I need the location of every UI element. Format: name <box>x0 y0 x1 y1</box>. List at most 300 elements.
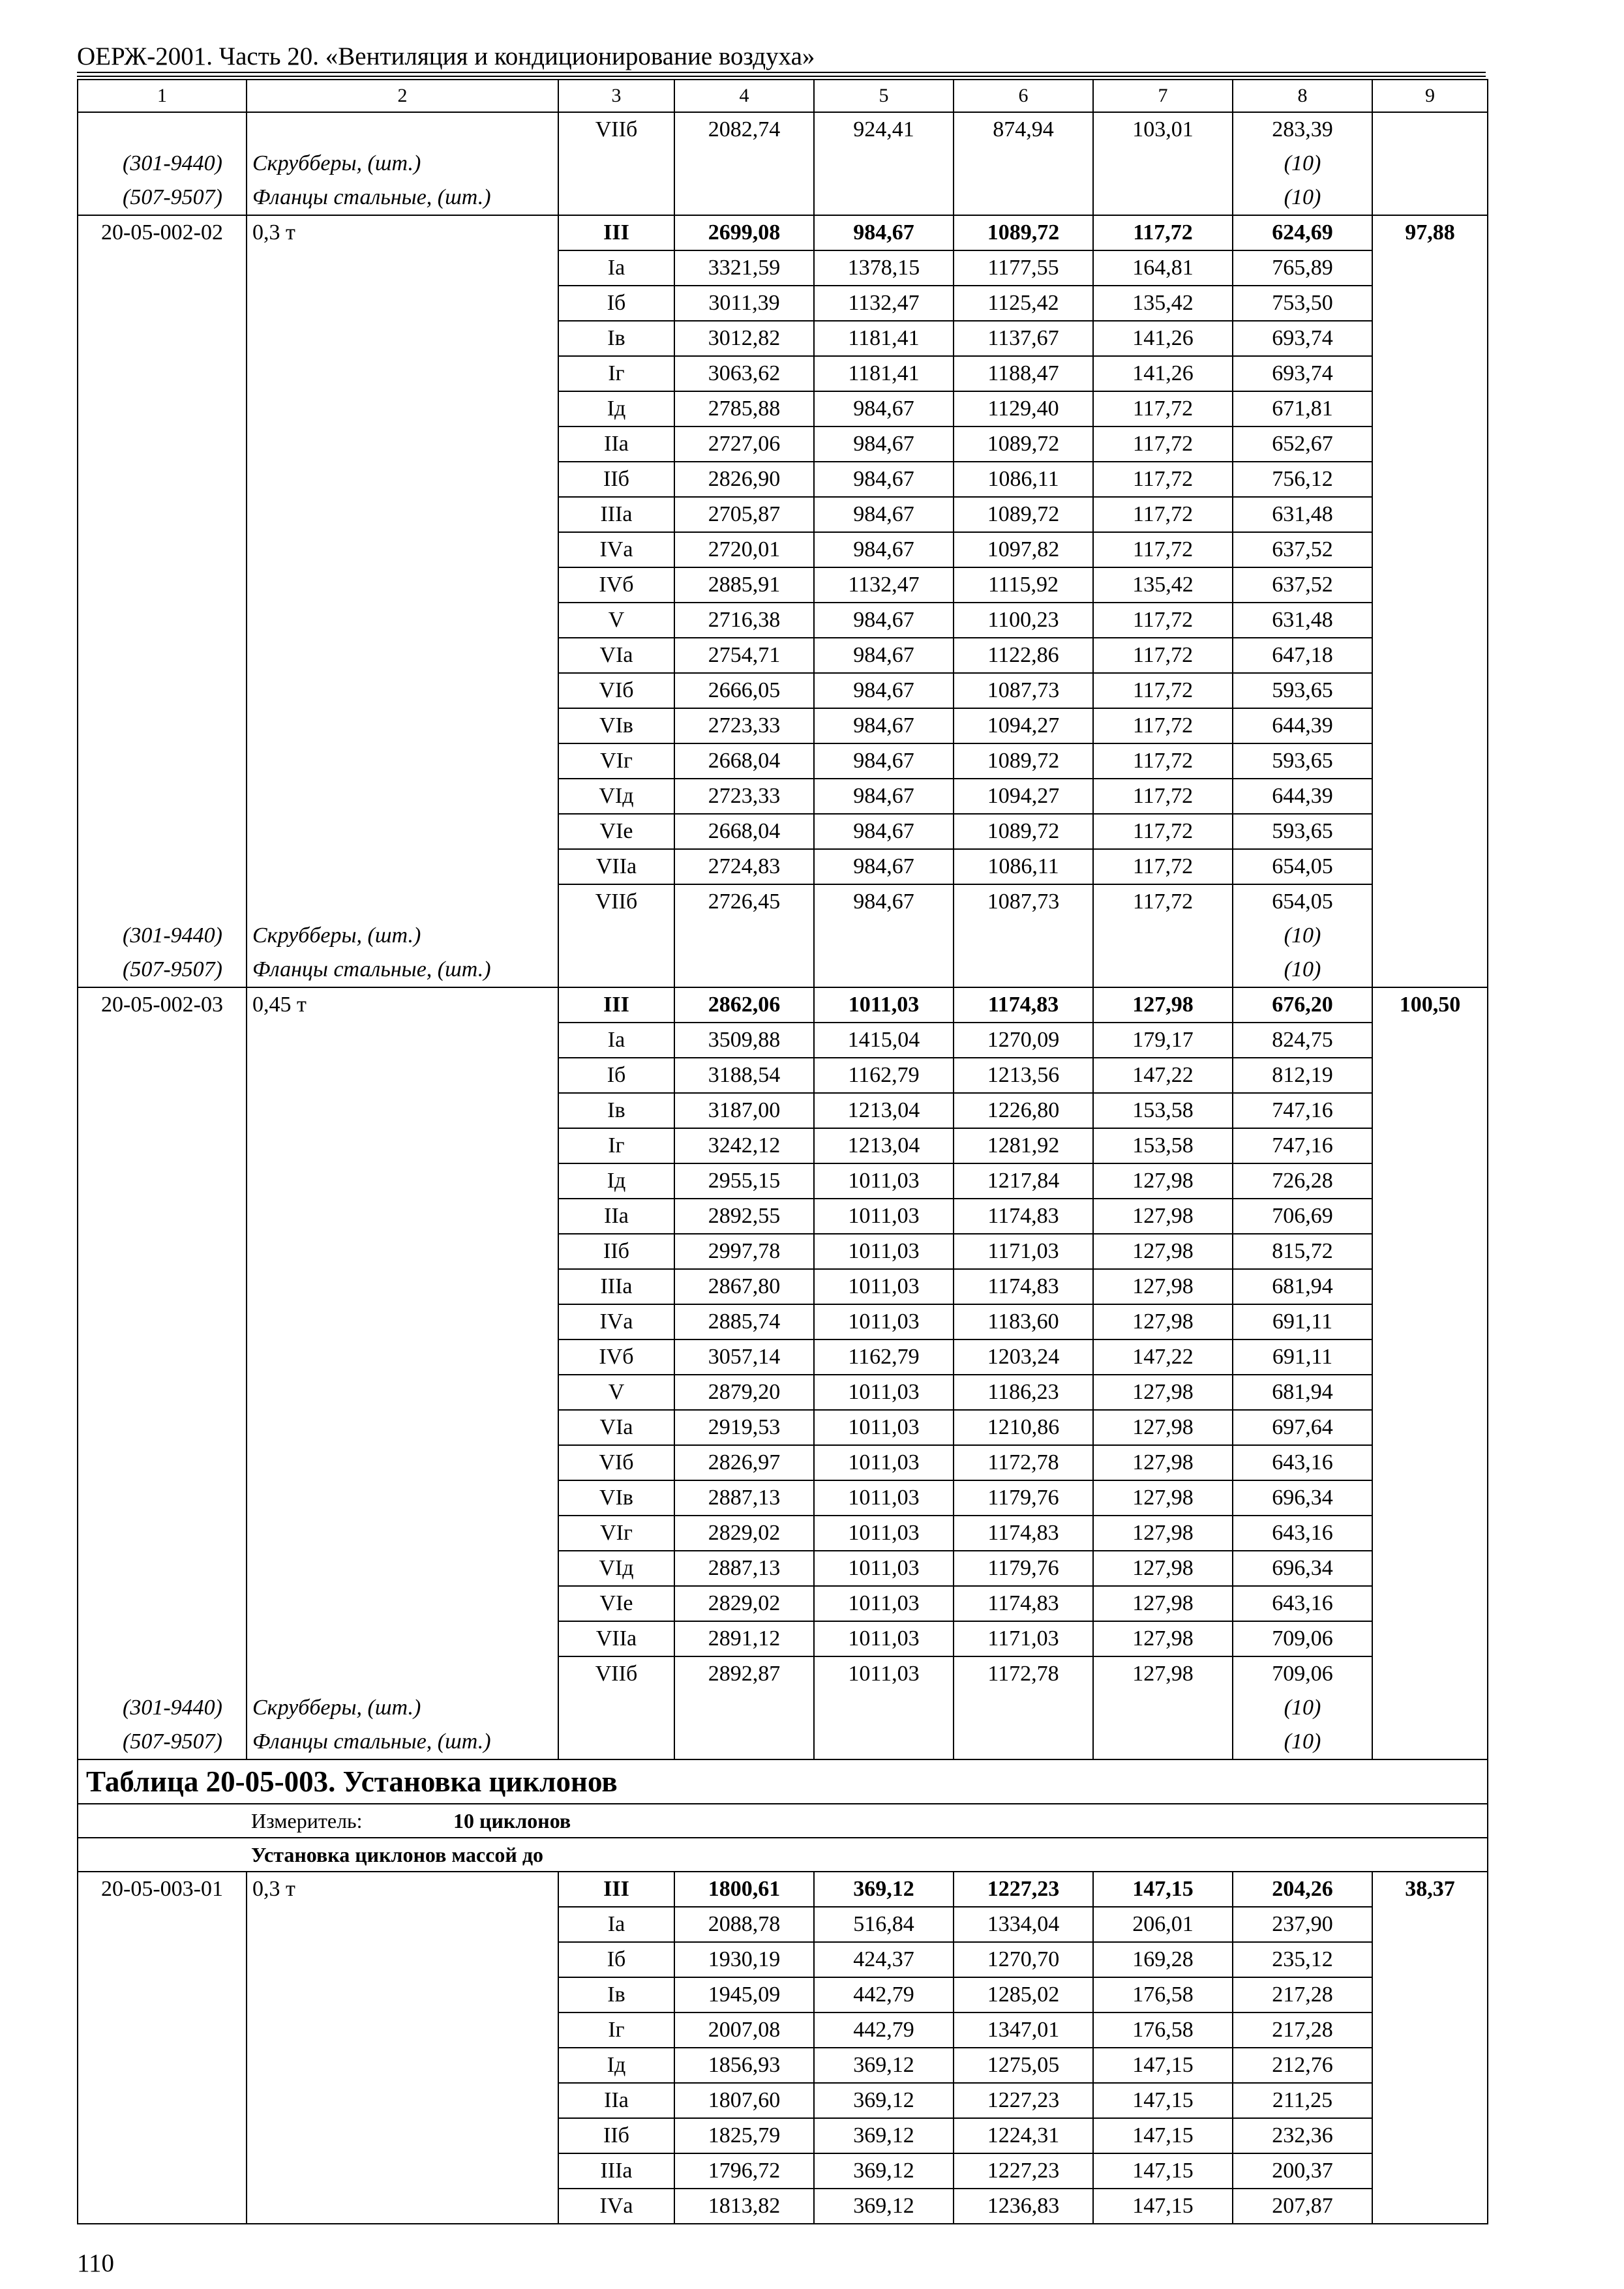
mass-value <box>247 1516 558 1551</box>
cost-value: 2891,12 <box>674 1621 814 1656</box>
rate-code <box>78 1621 247 1656</box>
mass-value <box>247 356 558 391</box>
cost-value: 117,72 <box>1093 884 1233 919</box>
resource-code: (507-9507) <box>78 953 247 987</box>
rate-row <box>78 1163 1488 1199</box>
labor-total <box>1372 779 1488 814</box>
cost-value: 765,89 <box>1233 250 1372 286</box>
labor-total <box>1372 1621 1488 1656</box>
mass-value <box>247 1445 558 1480</box>
mass-value: 0,45 т <box>247 987 558 1023</box>
zone-label: VIб <box>558 673 674 708</box>
zone-label: Iб <box>558 286 674 321</box>
resource-row <box>78 953 1488 987</box>
empty-cell <box>558 181 674 215</box>
mass-value <box>247 884 558 919</box>
cost-value: 217,28 <box>1233 2012 1372 2048</box>
rate-row <box>78 987 1488 1023</box>
cost-value: 117,72 <box>1093 849 1233 884</box>
cost-value: 654,05 <box>1233 884 1372 919</box>
cost-value: 1285,02 <box>954 1977 1093 2012</box>
rate-row <box>78 1445 1488 1480</box>
rate-row <box>78 743 1488 779</box>
cost-value: 984,67 <box>814 708 954 743</box>
empty-cell <box>674 919 814 953</box>
cost-value: 207,87 <box>1233 2189 1372 2224</box>
cost-value: 709,06 <box>1233 1621 1372 1656</box>
cost-value: 153,58 <box>1093 1093 1233 1128</box>
cost-value: 984,67 <box>814 849 954 884</box>
rate-row <box>78 1480 1488 1516</box>
rates-table <box>77 79 1488 2224</box>
cost-value: 3011,39 <box>674 286 814 321</box>
cost-value: 206,01 <box>1093 1907 1233 1942</box>
labor-total <box>1372 638 1488 673</box>
cost-value: 127,98 <box>1093 1410 1233 1445</box>
labor-total <box>1372 1445 1488 1480</box>
zone-label: IIIа <box>558 2153 674 2189</box>
measure <box>78 1804 1488 1838</box>
column-number: 5 <box>814 80 954 112</box>
page-number: 110 <box>77 2249 115 2277</box>
cost-value: 1094,27 <box>954 779 1093 814</box>
labor-total <box>1372 1304 1488 1339</box>
column-number: 2 <box>247 80 558 112</box>
resource-row <box>78 1725 1488 1759</box>
cost-value: 2720,01 <box>674 532 814 567</box>
zone-label: Iа <box>558 1023 674 1058</box>
mass-value <box>247 1058 558 1093</box>
labor-total <box>1372 286 1488 321</box>
cost-value: 624,69 <box>1233 215 1372 250</box>
cost-value: 127,98 <box>1093 1304 1233 1339</box>
cost-value: 984,67 <box>814 743 954 779</box>
resource-code: (301-9440) <box>78 147 247 181</box>
cost-value: 1174,83 <box>954 1269 1093 1304</box>
labor-total <box>1372 849 1488 884</box>
rate-row <box>78 426 1488 462</box>
cost-value: 147,15 <box>1093 1872 1233 1907</box>
cost-value: 1800,61 <box>674 1872 814 1907</box>
cost-value: 117,72 <box>1093 532 1233 567</box>
zone-label: Iа <box>558 250 674 286</box>
rate-code <box>78 391 247 426</box>
zone-label: IVб <box>558 1339 674 1375</box>
cost-value: 1270,70 <box>954 1942 1093 1977</box>
measure-label: Измеритель: <box>251 1809 363 1833</box>
cost-value: 984,67 <box>814 426 954 462</box>
rate-row <box>78 1128 1488 1163</box>
cost-value: 1236,83 <box>954 2189 1093 2224</box>
mass-value <box>247 1907 558 1942</box>
column-number: 8 <box>1233 80 1372 112</box>
cost-value: 1210,86 <box>954 1410 1093 1445</box>
zone-label: VIа <box>558 1410 674 1445</box>
cost-value: 2785,88 <box>674 391 814 426</box>
empty-cell <box>1372 953 1488 987</box>
zone-label: III <box>558 987 674 1023</box>
cost-value: 1174,83 <box>954 1516 1093 1551</box>
resource-qty: (10) <box>1233 147 1372 181</box>
rate-code <box>78 814 247 849</box>
zone-label: VIIб <box>558 112 674 147</box>
empty-cell <box>1093 953 1233 987</box>
rate-row <box>78 1058 1488 1093</box>
mass-value <box>247 1621 558 1656</box>
cost-value: 283,39 <box>1233 112 1372 147</box>
column-number: 7 <box>1093 80 1233 112</box>
cost-value: 1856,93 <box>674 2048 814 2083</box>
labor-total <box>1372 356 1488 391</box>
empty-cell <box>954 181 1093 215</box>
rate-row <box>78 2048 1488 2083</box>
rate-row <box>78 1199 1488 1234</box>
cost-value: 1011,03 <box>814 1375 954 1410</box>
labor-total <box>1372 1128 1488 1163</box>
cost-value: 117,72 <box>1093 426 1233 462</box>
labor-total <box>1372 2189 1488 2224</box>
mass-value <box>247 532 558 567</box>
cost-value: 1172,78 <box>954 1656 1093 1691</box>
mass-value <box>247 1586 558 1621</box>
mass-value <box>247 1375 558 1410</box>
cost-value: 127,98 <box>1093 1234 1233 1269</box>
zone-label: IIIа <box>558 1269 674 1304</box>
rate-row <box>78 1621 1488 1656</box>
cost-value <box>247 112 558 147</box>
rate-code <box>78 497 247 532</box>
section-title: Таблица 20-05-003. Установка циклонов <box>78 1759 1488 1804</box>
rate-row <box>78 1339 1488 1375</box>
resource-qty: (10) <box>1233 919 1372 953</box>
rate-code <box>78 1656 247 1691</box>
cost-value: 874,94 <box>954 112 1093 147</box>
labor-total <box>1372 1234 1488 1269</box>
zone-label: VIа <box>558 638 674 673</box>
rate-row <box>78 1410 1488 1445</box>
cost-value: 127,98 <box>1093 1586 1233 1621</box>
rate-row <box>78 1977 1488 2012</box>
rate-code <box>78 1163 247 1199</box>
column-number: 1 <box>78 80 247 112</box>
zone-label: III <box>558 215 674 250</box>
cost-value: 2668,04 <box>674 743 814 779</box>
labor-total <box>1372 708 1488 743</box>
cost-value: 2723,33 <box>674 779 814 814</box>
mass-value <box>247 638 558 673</box>
zone-label: IIб <box>558 1234 674 1269</box>
mass-value <box>247 814 558 849</box>
rate-code <box>78 1199 247 1234</box>
rate-row <box>78 567 1488 603</box>
labor-total <box>1372 2118 1488 2153</box>
cost-value: 2879,20 <box>674 1375 814 1410</box>
cost-value: 1213,04 <box>814 1093 954 1128</box>
cost-value: 117,72 <box>1093 391 1233 426</box>
rate-code <box>78 1977 247 2012</box>
rate-row <box>78 2083 1488 2118</box>
cost-value: 1825,79 <box>674 2118 814 2153</box>
mass-value <box>247 1551 558 1586</box>
cost-value: 644,39 <box>1233 779 1372 814</box>
cost-value: 984,67 <box>814 814 954 849</box>
cost-value: 2088,78 <box>674 1907 814 1942</box>
labor-total <box>1372 391 1488 426</box>
mass-value <box>247 462 558 497</box>
rate-code <box>78 708 247 743</box>
cost-value: 691,11 <box>1233 1304 1372 1339</box>
cost-value: 812,19 <box>1233 1058 1372 1093</box>
rate-row <box>78 356 1488 391</box>
rate-row <box>78 321 1488 356</box>
rate-code <box>78 1942 247 1977</box>
cost-value: 815,72 <box>1233 1234 1372 1269</box>
cost-value: 2727,06 <box>674 426 814 462</box>
cost-value: 984,67 <box>814 779 954 814</box>
cost-value: 1115,92 <box>954 567 1093 603</box>
cost-value: 984,67 <box>814 497 954 532</box>
cost-value: 1378,15 <box>814 250 954 286</box>
rate-code <box>78 532 247 567</box>
empty-cell <box>674 181 814 215</box>
zone-label: V <box>558 1375 674 1410</box>
empty-cell <box>814 953 954 987</box>
cost-value: 135,42 <box>1093 286 1233 321</box>
mass-value <box>247 567 558 603</box>
cost-value: 1415,04 <box>814 1023 954 1058</box>
labor-total <box>1372 2048 1488 2083</box>
rate-code <box>78 2153 247 2189</box>
zone-label: VIг <box>558 1516 674 1551</box>
mass-value <box>247 1942 558 1977</box>
cost-value: 103,01 <box>1093 112 1233 147</box>
labor-total <box>1372 1375 1488 1410</box>
cost-value: 1807,60 <box>674 2083 814 2118</box>
zone-label: VIб <box>558 1445 674 1480</box>
rate-code: 20-05-003-01 <box>78 1872 247 1907</box>
rate-row <box>78 112 1488 147</box>
cost-value: 637,52 <box>1233 532 1372 567</box>
cost-value: 1183,60 <box>954 1304 1093 1339</box>
labor-total <box>1372 1942 1488 1977</box>
zone-label: Iб <box>558 1942 674 1977</box>
rate-code <box>78 1128 247 1163</box>
labor-total <box>1372 1586 1488 1621</box>
cost-value: 211,25 <box>1233 2083 1372 2118</box>
zone-label: Iг <box>558 2012 674 2048</box>
cost-value: 984,67 <box>814 673 954 708</box>
mass-value: 0,3 т <box>247 215 558 250</box>
rate-code <box>78 250 247 286</box>
rate-code <box>78 2012 247 2048</box>
cost-value: 1226,80 <box>954 1093 1093 1128</box>
cost-value: 691,11 <box>1233 1339 1372 1375</box>
cost-value: 117,72 <box>1093 462 1233 497</box>
labor-total <box>1372 2012 1488 2048</box>
zone-label: IIб <box>558 462 674 497</box>
mass-value <box>247 2153 558 2189</box>
cost-value: 135,42 <box>1093 567 1233 603</box>
cost-value: 2885,74 <box>674 1304 814 1339</box>
cost-value: 2724,83 <box>674 849 814 884</box>
cost-value: 756,12 <box>1233 462 1372 497</box>
labor-total <box>1372 2153 1488 2189</box>
zone-label: Iд <box>558 1163 674 1199</box>
zone-label: VIе <box>558 1586 674 1621</box>
rate-row <box>78 1942 1488 1977</box>
cost-value: 709,06 <box>1233 1656 1372 1691</box>
cost-value: 117,72 <box>1093 708 1233 743</box>
rate-code <box>78 1375 247 1410</box>
cost-value: 2723,33 <box>674 708 814 743</box>
mass-value <box>247 2048 558 2083</box>
labor-total <box>1372 2083 1488 2118</box>
zone-label: IVа <box>558 1304 674 1339</box>
cost-value: 3063,62 <box>674 356 814 391</box>
resource-qty: (10) <box>1233 1691 1372 1725</box>
zone-label: VIIб <box>558 1656 674 1691</box>
zone-label: III <box>558 1872 674 1907</box>
rate-code: 20-05-002-03 <box>78 987 247 1023</box>
measure-row <box>78 1804 1488 1838</box>
cost-value: 2726,45 <box>674 884 814 919</box>
labor-total <box>1372 1339 1488 1375</box>
cost-value: 1174,83 <box>954 1199 1093 1234</box>
cost-value: 1224,31 <box>954 2118 1093 2153</box>
section-title-row <box>78 1759 1488 1804</box>
cost-value: 1813,82 <box>674 2189 814 2224</box>
cost-value: 442,79 <box>814 1977 954 2012</box>
rate-code <box>78 638 247 673</box>
cost-value: 1217,84 <box>954 1163 1093 1199</box>
cost-value: 1011,03 <box>814 1234 954 1269</box>
rate-row <box>78 1872 1488 1907</box>
cost-value: 984,67 <box>814 603 954 638</box>
cost-value: 1227,23 <box>954 2083 1093 2118</box>
cost-value: 127,98 <box>1093 1163 1233 1199</box>
mass-value <box>247 1977 558 2012</box>
cost-value: 3187,00 <box>674 1093 814 1128</box>
zone-label: IIа <box>558 426 674 462</box>
empty-cell <box>558 1725 674 1759</box>
resource-row <box>78 147 1488 181</box>
cost-value: 693,74 <box>1233 321 1372 356</box>
cost-value: 237,90 <box>1233 1907 1372 1942</box>
cost-value: 2716,38 <box>674 603 814 638</box>
cost-value: 1089,72 <box>954 814 1093 849</box>
cost-value: 200,37 <box>1233 2153 1372 2189</box>
mass-value <box>247 391 558 426</box>
rate-row <box>78 2189 1488 2224</box>
resource-row <box>78 181 1488 215</box>
rate-row <box>78 250 1488 286</box>
cost-value: 637,52 <box>1233 567 1372 603</box>
cost-value: 706,69 <box>1233 1199 1372 1234</box>
labor-total <box>1372 814 1488 849</box>
column-number: 4 <box>674 80 814 112</box>
cost-value: 1125,42 <box>954 286 1093 321</box>
cost-value: 1179,76 <box>954 1551 1093 1586</box>
cost-value: 1011,03 <box>814 1269 954 1304</box>
cost-value: 127,98 <box>1093 1551 1233 1586</box>
zone-label: Iг <box>558 356 674 391</box>
mass-value <box>247 849 558 884</box>
mass-value <box>247 497 558 532</box>
rate-code <box>78 1445 247 1480</box>
resource-row <box>78 919 1488 953</box>
cost-value: 1011,03 <box>814 1656 954 1691</box>
resource-code: (301-9440) <box>78 1691 247 1725</box>
cost-value: 1945,09 <box>674 1977 814 2012</box>
cost-value: 369,12 <box>814 2153 954 2189</box>
rate-code <box>78 286 247 321</box>
resource-qty: (10) <box>1233 1725 1372 1759</box>
empty-cell <box>814 147 954 181</box>
resource-name: Фланцы стальные, (шт.) <box>247 181 558 215</box>
cost-value: 2885,91 <box>674 567 814 603</box>
labor-total <box>1372 426 1488 462</box>
mass-value <box>247 1304 558 1339</box>
zone-label: Iа <box>558 1907 674 1942</box>
labor-total <box>1372 250 1488 286</box>
zone-label: VIг <box>558 743 674 779</box>
resource-code: (507-9507) <box>78 1725 247 1759</box>
cost-value: 164,81 <box>1093 250 1233 286</box>
rate-code <box>78 1516 247 1551</box>
rate-row <box>78 1269 1488 1304</box>
rate-code <box>78 1058 247 1093</box>
zone-label: Iд <box>558 2048 674 2083</box>
cost-value: 369,12 <box>814 1872 954 1907</box>
labor-total <box>1372 1269 1488 1304</box>
empty-cell <box>814 181 954 215</box>
labor-total: 38,37 <box>1372 1872 1488 1907</box>
cost-value <box>1372 112 1488 147</box>
zone-label: V <box>558 603 674 638</box>
cost-value: 681,94 <box>1233 1375 1372 1410</box>
column-number: 3 <box>558 80 674 112</box>
cost-value: 117,72 <box>1093 814 1233 849</box>
zone-label: IIа <box>558 2083 674 2118</box>
zone-label: Iг <box>558 1128 674 1163</box>
cost-value: 147,15 <box>1093 2189 1233 2224</box>
cost-value <box>78 112 247 147</box>
rate-row <box>78 603 1488 638</box>
cost-value: 3509,88 <box>674 1023 814 1058</box>
zone-label: Iв <box>558 321 674 356</box>
cost-value: 369,12 <box>814 2083 954 2118</box>
mass-value <box>247 286 558 321</box>
cost-value: 984,67 <box>814 462 954 497</box>
labor-total <box>1372 1163 1488 1199</box>
cost-value: 1188,47 <box>954 356 1093 391</box>
cost-value: 753,50 <box>1233 286 1372 321</box>
cost-value: 593,65 <box>1233 743 1372 779</box>
rate-code <box>78 1339 247 1375</box>
cost-value: 1203,24 <box>954 1339 1093 1375</box>
empty-cell <box>1093 1691 1233 1725</box>
labor-total <box>1372 1656 1488 1691</box>
cost-value: 2867,80 <box>674 1269 814 1304</box>
cost-value: 204,26 <box>1233 1872 1372 1907</box>
header-rule-2 <box>77 76 1486 77</box>
rate-row <box>78 2118 1488 2153</box>
rate-row <box>78 2153 1488 2189</box>
cost-value: 117,72 <box>1093 743 1233 779</box>
cost-value: 1930,19 <box>674 1942 814 1977</box>
rate-code <box>78 1480 247 1516</box>
cost-value: 1270,09 <box>954 1023 1093 1058</box>
